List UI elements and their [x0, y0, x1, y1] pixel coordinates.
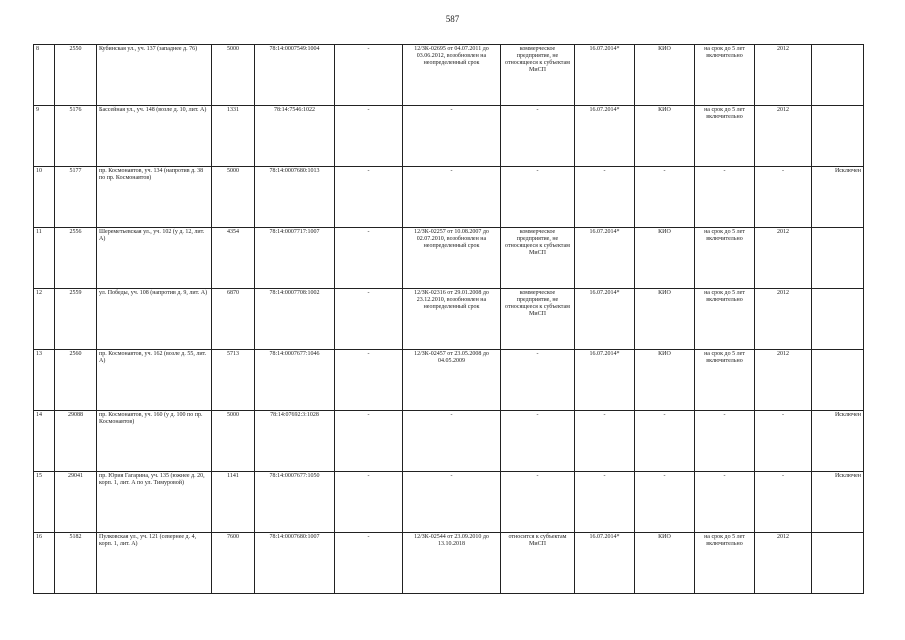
cell-date: -: [575, 167, 635, 228]
registry-table: [33, 44, 864, 594]
cell-term: на срок до 5 лет включительно: [695, 228, 755, 289]
cell-year: -: [755, 411, 812, 472]
table-row: [34, 533, 864, 594]
cell-cadastral-number: 78:14:07692:3:1028: [255, 411, 335, 472]
cell-term: -: [695, 167, 755, 228]
cell-column-6: -: [335, 289, 403, 350]
cell-column-6: -: [335, 533, 403, 594]
cell-purpose: коммерческое предприятие, не относящееся к субъектам МиСП: [501, 289, 575, 350]
cell-note: [812, 289, 864, 350]
cell-number: 12: [34, 289, 55, 350]
cell-year: 2012: [755, 289, 812, 350]
cell-area: 5713: [212, 350, 255, 411]
cell-area: 4354: [212, 228, 255, 289]
cell-purpose: коммерческое предприятие, не относящееся к субъектам МиСП: [501, 228, 575, 289]
cell-address: пр. Юрия Гагарина, уч. 135 (южнее д. 20, корп. 1, лит. А по ул. Тимуровой): [97, 472, 212, 533]
cell-organization: КИО: [635, 350, 695, 411]
cell-address: Кубинская ул., уч. 137 (западнее д. 76): [97, 45, 212, 106]
cell-address: пр. Космонавтов, уч. 160 (у д. 100 по пр. Космонавтов): [97, 411, 212, 472]
cell-purpose: относится к субъектам МиСП: [501, 533, 575, 594]
cell-id: 29041: [55, 472, 97, 533]
cell-number: 14: [34, 411, 55, 472]
cell-term: на срок до 5 лет включительно: [695, 533, 755, 594]
cell-contract: 12/ЗК-02544 от 23.09.2010 до 13.10.2018: [403, 533, 501, 594]
cell-number: 13: [34, 350, 55, 411]
cell-note: [812, 350, 864, 411]
cell-organization: КИО: [635, 228, 695, 289]
cell-contract: 12/ЗК-02257 от 10.08.2007 до 02.07.2010, возобновлен на неопределенный срок: [403, 228, 501, 289]
cell-area: 5000: [212, 167, 255, 228]
cell-purpose: -: [501, 411, 575, 472]
cell-organization: -: [635, 167, 695, 228]
cell-contract: -: [403, 472, 501, 533]
table-row: [34, 289, 864, 350]
cell-date: 16.07.2014*: [575, 289, 635, 350]
cell-id: 5176: [55, 106, 97, 167]
cell-purpose: -: [501, 472, 575, 533]
cell-number: 10: [34, 167, 55, 228]
table-row: [34, 411, 864, 472]
cell-term: -: [695, 472, 755, 533]
cell-column-6: -: [335, 106, 403, 167]
table-row: [34, 106, 864, 167]
cell-year: 2012: [755, 228, 812, 289]
cell-note: Исключен: [812, 472, 864, 533]
cell-column-6: -: [335, 167, 403, 228]
cell-note: [812, 533, 864, 594]
cell-note: Исключен: [812, 167, 864, 228]
cell-cadastral-number: 78:14:0007549:1004: [255, 45, 335, 106]
table-row: [34, 45, 864, 106]
cell-column-6: -: [335, 45, 403, 106]
cell-term: на срок до 5 лет включительно: [695, 45, 755, 106]
cell-address: пр. Космонавтов, уч. 162 (возле д. 55, лит. А): [97, 350, 212, 411]
cell-purpose: -: [501, 350, 575, 411]
cell-term: на срок до 5 лет включительно: [695, 350, 755, 411]
cell-area: 7600: [212, 533, 255, 594]
cell-cadastral-number: 78:14:0007708:1002: [255, 289, 335, 350]
registry-rows: [34, 45, 864, 594]
cell-note: [812, 45, 864, 106]
cell-date: -: [575, 411, 635, 472]
cell-column-6: -: [335, 411, 403, 472]
cell-area: 6870: [212, 289, 255, 350]
cell-column-6: -: [335, 472, 403, 533]
cell-year: -: [755, 472, 812, 533]
cell-contract: -: [403, 411, 501, 472]
cell-number: 9: [34, 106, 55, 167]
cell-organization: КИО: [635, 289, 695, 350]
cell-id: 29088: [55, 411, 97, 472]
cell-date: 16.07.2014*: [575, 45, 635, 106]
cell-id: 2556: [55, 228, 97, 289]
table-row: [34, 472, 864, 533]
cell-id: 2560: [55, 350, 97, 411]
cell-address: Шереметьевская ул., уч. 102 (у д. 12, лит. А): [97, 228, 212, 289]
cell-year: -: [755, 167, 812, 228]
cell-area: 1141: [212, 472, 255, 533]
cell-contract: -: [403, 106, 501, 167]
cell-purpose: -: [501, 106, 575, 167]
table-row: [34, 350, 864, 411]
cell-cadastral-number: 78:14:0007677:1046: [255, 350, 335, 411]
cell-address: пр. Космонавтов, уч. 134 (напротив д. 38 по пр. Космонавтов): [97, 167, 212, 228]
cell-purpose: коммерческое предприятие, не относящееся к субъектам МиСП: [501, 45, 575, 106]
cell-note: [812, 228, 864, 289]
cell-id: 2550: [55, 45, 97, 106]
table-row: [34, 167, 864, 228]
cell-date: 16.07.2014*: [575, 350, 635, 411]
cell-date: 16.07.2014*: [575, 106, 635, 167]
cell-year: 2012: [755, 106, 812, 167]
cell-organization: КИО: [635, 106, 695, 167]
cell-number: 11: [34, 228, 55, 289]
cell-organization: -: [635, 472, 695, 533]
cell-organization: КИО: [635, 533, 695, 594]
cell-number: 8: [34, 45, 55, 106]
cell-number: 16: [34, 533, 55, 594]
cell-year: 2012: [755, 350, 812, 411]
cell-cadastral-number: 78:14:0007680:1007: [255, 533, 335, 594]
cell-id: 5182: [55, 533, 97, 594]
cell-term: на срок до 5 лет включительно: [695, 106, 755, 167]
cell-number: 15: [34, 472, 55, 533]
cell-area: 1331: [212, 106, 255, 167]
cell-date: 16.07.2014*: [575, 533, 635, 594]
cell-id: 5177: [55, 167, 97, 228]
cell-year: 2012: [755, 45, 812, 106]
cell-note: [812, 106, 864, 167]
cell-address: Бассейная ул., уч. 148 (возле д. 10, лит. А): [97, 106, 212, 167]
cell-cadastral-number: 78:14:0007680:1013: [255, 167, 335, 228]
cell-column-6: -: [335, 228, 403, 289]
cell-area: 5000: [212, 45, 255, 106]
cell-cadastral-number: 78:14:7546:1022: [255, 106, 335, 167]
cell-id: 2559: [55, 289, 97, 350]
cell-year: 2012: [755, 533, 812, 594]
cell-contract: 12/ЗК-02457 от 23.05.2008 до 04.05.2009: [403, 350, 501, 411]
cell-contract: 12/ЗК-02316 от 29.01.2008 до 23.12.2010, возобновлен на неопределенный срок: [403, 289, 501, 350]
page-number: 587: [445, 14, 460, 24]
cell-cadastral-number: 78:14:0007677:1050: [255, 472, 335, 533]
cell-column-6: -: [335, 350, 403, 411]
cell-term: -: [695, 411, 755, 472]
cell-organization: -: [635, 411, 695, 472]
cell-contract: -: [403, 167, 501, 228]
cell-cadastral-number: 78:14:0007717:1007: [255, 228, 335, 289]
cell-purpose: -: [501, 167, 575, 228]
cell-address: ул. Победы, уч. 108 (напротив д. 9, лит. А): [97, 289, 212, 350]
cell-date: -: [575, 472, 635, 533]
cell-date: 16.07.2014*: [575, 228, 635, 289]
cell-note: Исключен: [812, 411, 864, 472]
cell-area: 5000: [212, 411, 255, 472]
cell-contract: 12/ЗК-02695 от 04.07.2011 до 03.06.2012, возобновлен на неопределенный срок: [403, 45, 501, 106]
cell-term: на срок до 5 лет включительно: [695, 289, 755, 350]
cell-organization: КИО: [635, 45, 695, 106]
table-row: [34, 228, 864, 289]
cell-address: Пулковская ул., уч. 121 (севернее д. 4, корп. 1, лит. А): [97, 533, 212, 594]
